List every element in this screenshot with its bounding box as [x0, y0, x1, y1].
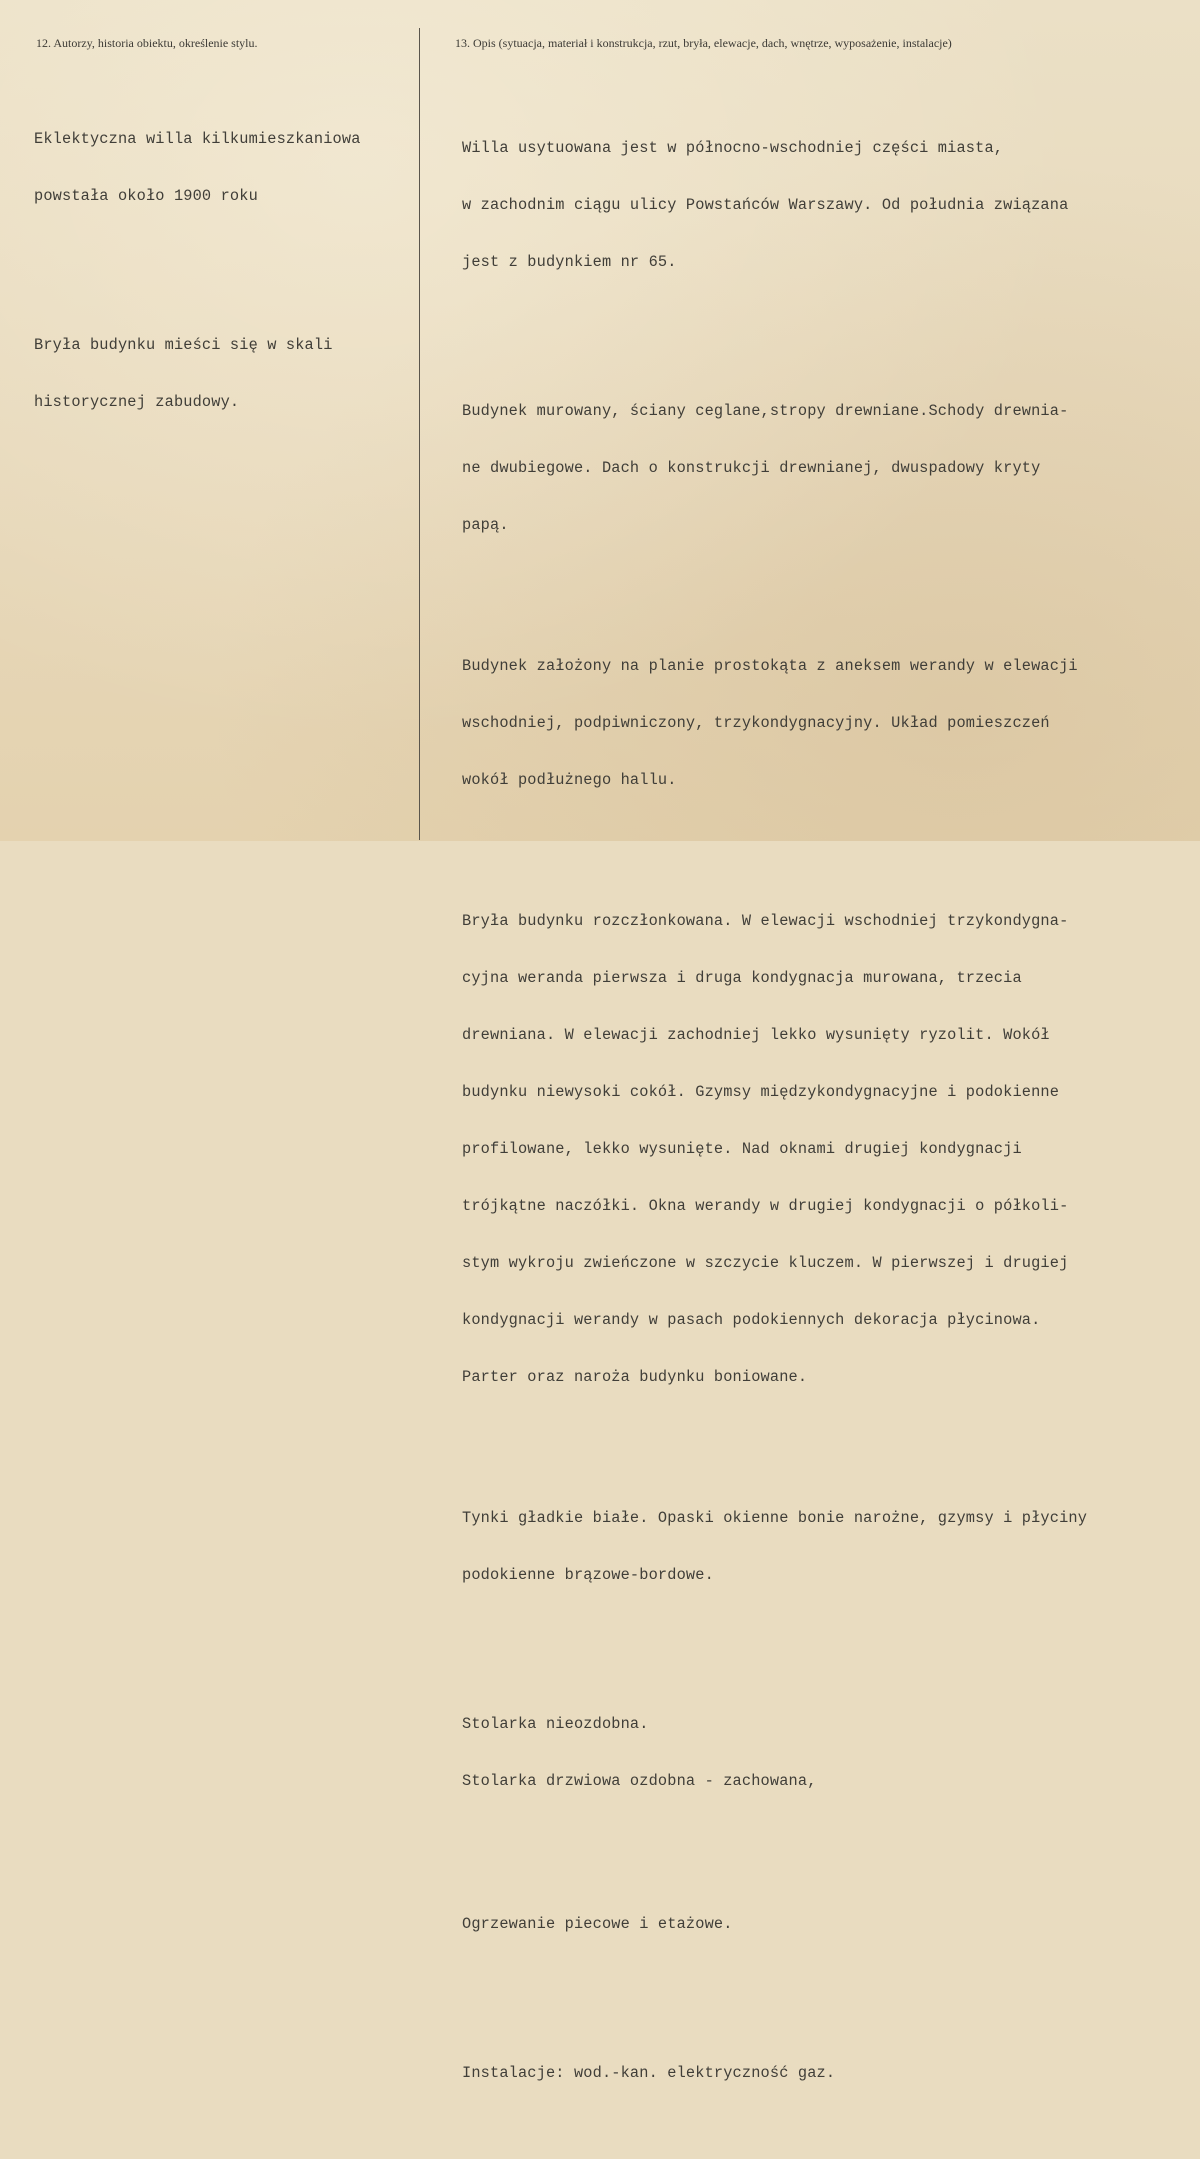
text-line: cyjna weranda pierwsza i druga kondygnacja murowana, trzecia: [462, 969, 1022, 987]
text-line: Stolarka nieozdobna.: [462, 1715, 649, 1733]
text-line: Bryła budynku mieści się w skali: [34, 336, 333, 354]
column-divider: [419, 28, 420, 840]
text-line: Willa usytuowana jest w północno-wschodniej części miasta,: [462, 139, 1004, 157]
text-line: powstała około 1900 roku: [34, 187, 258, 205]
text-line: Ogrzewanie piecowe i etażowe.: [462, 1915, 733, 1933]
right-paragraph-2: [462, 364, 1182, 573]
right-paragraph-6: [462, 1677, 1182, 1829]
field-13-content: [462, 63, 1182, 2159]
text-line: papą.: [462, 516, 509, 534]
text-line: podokienne brązowe-bordowe.: [462, 1566, 714, 1584]
text-line: Tynki gładkie białe. Opaski okienne bonie narożne, gzymsy i płyciny: [462, 1509, 1088, 1527]
text-line: Budynek założony na planie prostokąta z aneksem werandy w elewacji: [462, 657, 1078, 675]
left-paragraph-2: [34, 298, 414, 450]
field-label-13: 13. Opis (sytuacja, materiał i konstrukcja, rzut, bryła, elewacje, dach, wnętrze, wyposażenie, instalacje): [455, 36, 952, 50]
right-paragraph-1: [462, 101, 1182, 310]
text-line: profilowane, lekko wysunięte. Nad oknami drugiej kondygnacji: [462, 1140, 1022, 1158]
field-12-content: [34, 54, 414, 488]
text-line: budynku niewysoki cokół. Gzymsy międzykondygnacyjne i podokienne: [462, 1083, 1060, 1101]
right-paragraph-5: [462, 1471, 1182, 1623]
text-line: wschodniej, podpiwniczony, trzykondygnacyjny. Układ pomieszczeń: [462, 714, 1050, 732]
text-line: Bryła budynku rozczłonkowana. W elewacji wschodniej trzykondygna-: [462, 912, 1069, 930]
right-paragraph-3: [462, 619, 1182, 828]
text-line: trójkątne naczółki. Okna werandy w drugiej kondygnacji o półkoli-: [462, 1197, 1069, 1215]
text-line: Parter oraz naroża budynku boniowane.: [462, 1368, 808, 1386]
text-line: historycznej zabudowy.: [34, 393, 240, 411]
text-line: Eklektyczna willa kilkumieszkaniowa: [34, 130, 361, 148]
right-paragraph-4: [462, 874, 1182, 1425]
right-paragraph-7: [462, 1877, 1182, 1972]
text-line: drewniana. W elewacji zachodniej lekko wysunięty ryzolit. Wokół: [462, 1026, 1050, 1044]
text-line: ne dwubiegowe. Dach o konstrukcji drewnianej, dwuspadowy kryty: [462, 459, 1041, 477]
text-line: w zachodnim ciągu ulicy Powstańców Warszawy. Od południa związana: [462, 196, 1069, 214]
text-line: Instalacje: wod.-kan. elektryczność gaz.: [462, 2064, 836, 2082]
left-paragraph-1: [34, 92, 414, 244]
right-paragraph-8: [462, 2026, 1182, 2121]
text-line: wokół podłużnego hallu.: [462, 771, 677, 789]
text-line: Budynek murowany, ściany ceglane,stropy drewniane.Schody drewnia-: [462, 402, 1069, 420]
text-line: Stolarka drzwiowa ozdobna - zachowana,: [462, 1772, 817, 1790]
text-line: jest z budynkiem nr 65.: [462, 253, 677, 271]
field-label-12: 12. Autorzy, historia obiektu, określenie stylu.: [36, 36, 258, 50]
text-line: kondygnacji werandy w pasach podokiennych dekoracja płycinowa.: [462, 1311, 1041, 1329]
text-line: stym wykroju zwieńczone w szczycie kluczem. W pierwszej i drugiej: [462, 1254, 1069, 1272]
